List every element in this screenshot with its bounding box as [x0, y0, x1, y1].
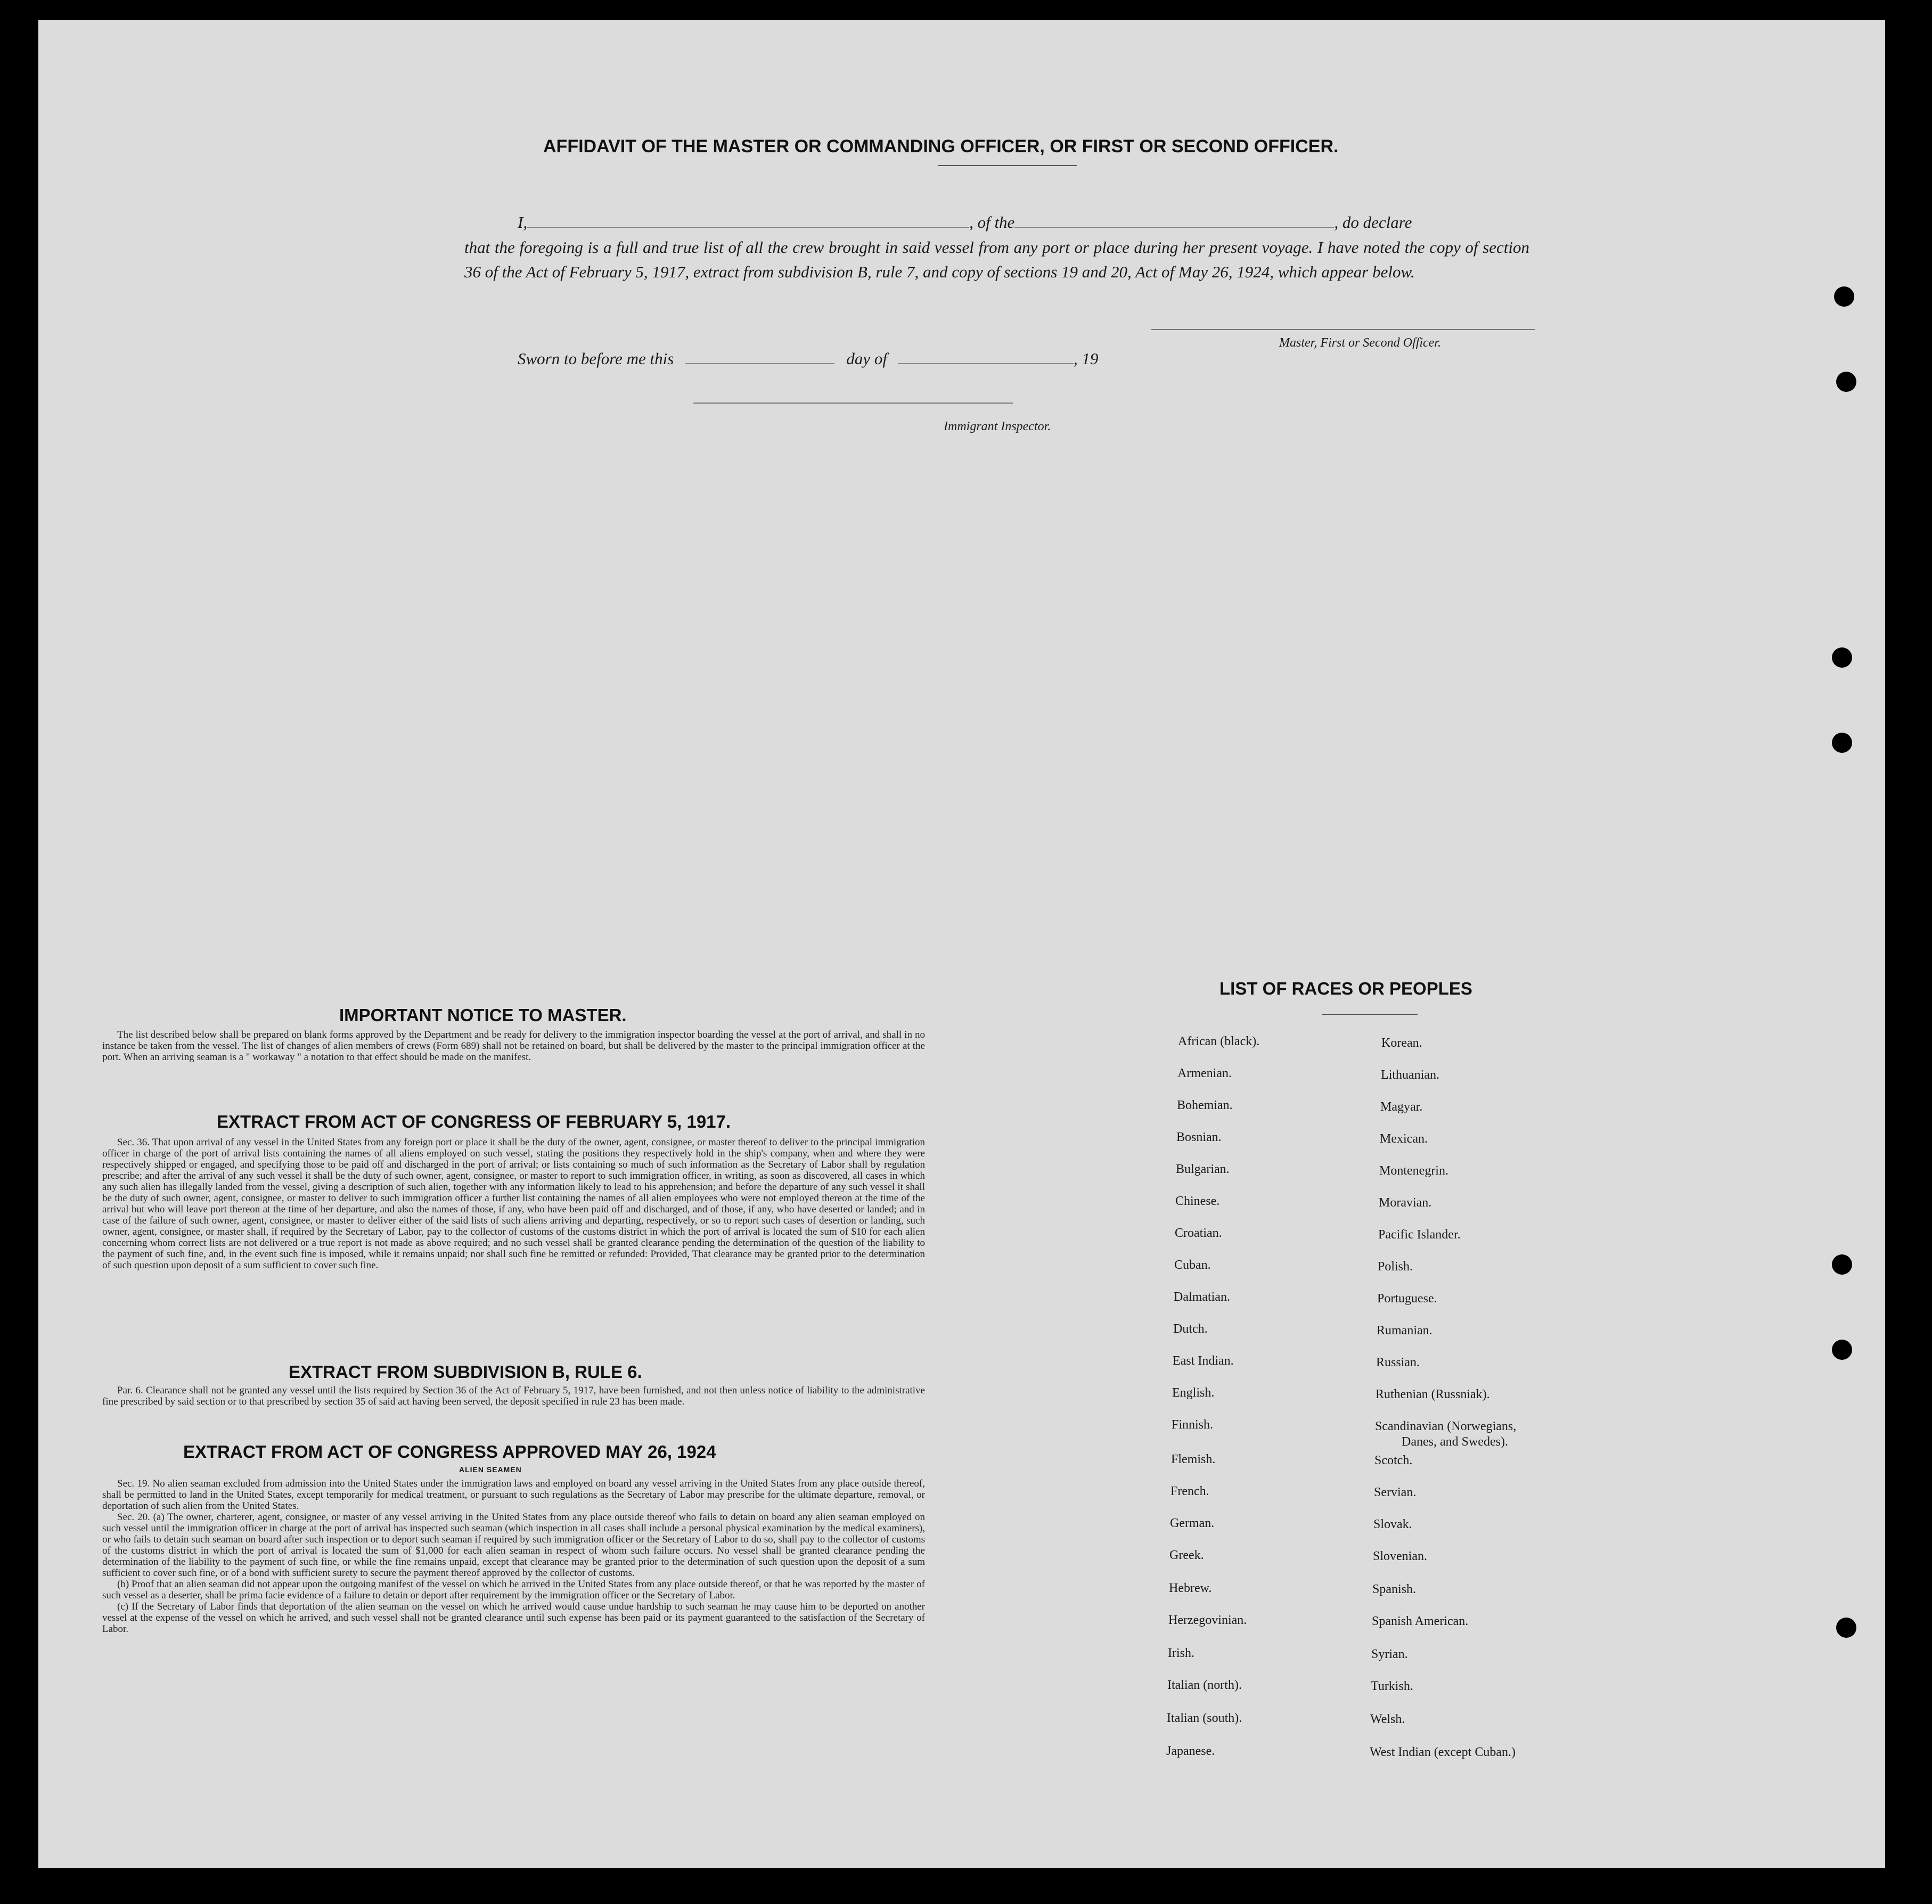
- race-item: Moravian.: [1379, 1196, 1432, 1210]
- notice-text: The list described below shall be prepared on blank forms approved by the Department and be ready for delivery to the immigration inspector boarding the vessel at the port of arrival, and shall in no instance be taken from the vessel. The list of changes of alien members of crews (Form 689) shall not be retained on board, but shall be delivered by the master to the principal immigration officer at the port. When an arriving seaman is a " workaway " a notation to that effect should be made on the manifest.: [102, 1029, 925, 1063]
- race-item: English.: [1172, 1386, 1215, 1400]
- name-blank[interactable]: [527, 227, 969, 228]
- punch-hole: [1832, 1340, 1852, 1360]
- sworn-line: [518, 349, 1098, 368]
- races-title-rule: [1322, 1014, 1418, 1015]
- punch-hole: [1836, 1618, 1856, 1638]
- race-item: Slovenian.: [1373, 1549, 1427, 1563]
- race-item: Syrian.: [1371, 1647, 1408, 1661]
- race-item: Cuban.: [1174, 1258, 1211, 1272]
- race-item: Dutch.: [1173, 1322, 1208, 1336]
- race-item: African (black).: [1178, 1035, 1260, 1048]
- extract-1917-body: [102, 1137, 925, 1271]
- race-item: Korean.: [1381, 1036, 1422, 1050]
- punch-hole: [1834, 286, 1854, 307]
- race-item: Japanese.: [1166, 1744, 1215, 1758]
- race-item: Bosnian.: [1176, 1130, 1222, 1144]
- sec-20b-text: (b) Proof that an alien seaman did not appear upon the outgoing manifest of the vessel on which he arrived in the United States from any place outside thereof, or that he was reported by the master of such vessel as a deserter, shall be prima facie evidence of a failure to detain or deport after requirement by the immigration officer or the Secretary of Labor.: [102, 1579, 925, 1601]
- race-item: Hebrew.: [1169, 1581, 1212, 1595]
- races-title: LIST OF RACES OR PEOPLES: [1219, 979, 1472, 998]
- race-item: Finnish.: [1172, 1418, 1214, 1432]
- race-item: Pacific Islander.: [1378, 1228, 1461, 1242]
- race-item: Rumanian.: [1377, 1324, 1432, 1337]
- inspector-label: Immigrant Inspector.: [944, 420, 1051, 433]
- extract-1924-body: [102, 1478, 925, 1635]
- race-item: Slovak.: [1373, 1517, 1412, 1531]
- affidavit-i: I,: [518, 213, 528, 232]
- day-of-text: day of: [846, 349, 887, 368]
- race-item: French.: [1170, 1484, 1209, 1498]
- affidavit-body: that the foregoing is a full and true list of all the crew brought in said vessel from any port or place during her present voyage. I have noted the copy of section 36 of the Act of February 5, 1917, extract from subdivision B, rule 7, and copy of sections 19 and 20, Act of May 26, 1924, which appear below.: [464, 238, 1529, 281]
- race-item: Spanish.: [1372, 1582, 1417, 1596]
- inspector-signature-line[interactable]: [693, 403, 1013, 404]
- race-item: Greek.: [1169, 1548, 1204, 1562]
- race-item: Italian (north).: [1167, 1678, 1242, 1692]
- race-item: Montenegrin.: [1379, 1164, 1448, 1178]
- race-item: Scandinavian (Norwegians,: [1375, 1419, 1517, 1433]
- sworn-month-blank[interactable]: [898, 363, 1074, 364]
- sworn-day-blank[interactable]: [685, 363, 834, 364]
- race-item: Herzegovinian.: [1168, 1613, 1247, 1627]
- master-signature-line[interactable]: [1151, 329, 1535, 330]
- notice-title: IMPORTANT NOTICE TO MASTER.: [339, 1005, 627, 1025]
- par-6-text: Par. 6. Clearance shall not be granted any vessel until the lists required by Section 36 of the Act of February 5, 1917, have been furnished, and not then unless notice of liability to the administrative fine prescribed by said section or to that prescribed by section 35 of said act having been served, the deposit specified in rule 23 has been made.: [102, 1385, 925, 1407]
- sec-36-text: Sec. 36. That upon arrival of any vessel in the United States from any foreign port or place it shall be the duty of the owner, agent, consignee, or master thereof to deliver to the principal immigration officer in charge of the port of arrival lists containing the names of all aliens employed on such vessel, stating the positions they respectively hold in the ship's company, when and where they were respectively shipped or engaged, and specifying those to be paid off and discharged in the port of arrival; or lists containing so much of such information as the Secretary of Labor shall by regulation prescribe; and after the arrival of any such vessel it shall be the duty of such owner, agent, consignee, or master to report to such immigration officer, in writing, as soon as discovered, all cases in which any such alien has illegally landed from the vessel, giving a description of such alien, together with any information likely to lead to his apprehension; and before the departure of any such vessel it shall be the duty of such owner, agent, consignee, or master to deliver to such immigration officer a further list containing the names of all alien employees who were not employed thereon at the time of the arrival but who will leave port thereon at the time of her departure, and also the names of those, if any, who have been paid off and discharged, and of those, if any, who have deserted or landed; and in case of the failure of such owner, agent, consignee, or master to deliver either of the said lists of such aliens arriving and departing, respectively, or so to report such cases of desertion or landing, such owner, agent, consignee, or master shall, if required by the Secretary of Labor, pay to the collector of customs of the customs district in which the port of arrival is located the sum of $10 for each alien concerning whom correct lists are not delivered or a true report is not made as above required; and no such vessel shall be granted clearance pending the determination of the question of the liability to the payment of such fine, and, in the event such fine is imposed, while it remains unpaid; nor shall such fine be remitted or refunded: Provided, That clearance may be granted prior to the determination of such question upon deposit of a sum sufficient to cover such fine.: [102, 1137, 925, 1271]
- race-item: Turkish.: [1371, 1679, 1413, 1693]
- race-item: Servian.: [1374, 1486, 1417, 1499]
- year-text: , 19: [1073, 349, 1099, 368]
- punch-hole: [1832, 1254, 1852, 1275]
- race-item: East Indian.: [1173, 1354, 1234, 1368]
- extract-1924-title: EXTRACT FROM ACT OF CONGRESS APPROVED MAY 26, 1924: [183, 1442, 716, 1462]
- race-item: Croatian.: [1175, 1226, 1222, 1240]
- race-item: Italian (south).: [1167, 1711, 1242, 1725]
- race-item: Armenian.: [1177, 1066, 1232, 1080]
- sec-19-text: Sec. 19. No alien seaman excluded from admission into the United States under the immigration laws and employed on board any vessel arriving in the United States from any place outside thereof, shall be permitted to land in the United States, except temporarily for medical treatment, or pursuant to such regulations as the Secretary of Labor may prescribe for the ultimate departure, removal, or deportation of such alien from the United States.: [102, 1478, 925, 1512]
- race-item: Bohemian.: [1177, 1098, 1233, 1112]
- race-item: Flemish.: [1171, 1452, 1216, 1466]
- subdivision-body: [102, 1385, 925, 1407]
- race-item: Welsh.: [1370, 1712, 1405, 1726]
- affidavit-title-rule: [938, 165, 1077, 166]
- race-item: Lithuanian.: [1381, 1068, 1439, 1082]
- master-signature-label: Master, First or Second Officer.: [1279, 336, 1441, 350]
- race-item: Russian.: [1376, 1356, 1420, 1369]
- alien-seamen-subtitle: ALIEN SEAMEN: [459, 1465, 522, 1474]
- race-item: Magyar.: [1380, 1100, 1423, 1114]
- extract-1917-title: EXTRACT FROM ACT OF CONGRESS OF FEBRUARY 5, 1917.: [217, 1112, 731, 1131]
- sec-20a-text: Sec. 20. (a) The owner, charterer, agent, consignee, or master of any vessel arriving in the United States from any place outside thereof who fails to detain on board any alien seaman employed on such vessel until the immigration officer in charge at the port of arrival has inspected such seaman (which inspection in all cases shall include a personal physical examination by the medical examiners), or who fails to detain such seaman on board after such inspection or to deport such seaman if required by such immigration officer or the Secretary of Labor to do so, shall pay to the collector of customs of the customs district in which the port of arrival is located the sum of $1,000 for each alien seaman in respect of whom such failure occurs. No vessel shall be granted clearance pending the determination of the liability to the payment of such fine, or while the fine remains unpaid, except that clearance may be granted prior to the determination of such question upon the deposit of a sum sufficient to cover such fine, or of a bond with sufficient surety to secure the payment thereof approved by the collector of customs.: [102, 1512, 925, 1579]
- race-item: Dalmatian.: [1174, 1290, 1230, 1304]
- race-item: German.: [1170, 1516, 1215, 1530]
- affidavit-of-the: , of the: [969, 213, 1015, 232]
- race-item: Chinese.: [1175, 1194, 1220, 1208]
- affidavit-title: AFFIDAVIT OF THE MASTER OR COMMANDING OFFICER, OR FIRST OR SECOND OFFICER.: [543, 136, 1339, 157]
- race-item: Danes, and Swedes).: [1402, 1435, 1508, 1449]
- punch-hole: [1832, 647, 1852, 668]
- sworn-text: Sworn to before me this: [518, 349, 674, 368]
- race-item: Polish.: [1378, 1260, 1413, 1274]
- subdivision-title: EXTRACT FROM SUBDIVISION B, RULE 6.: [289, 1362, 642, 1382]
- race-item: Portuguese.: [1377, 1292, 1437, 1306]
- race-item: Scotch.: [1374, 1454, 1413, 1467]
- affidavit-declare: , do declare: [1334, 213, 1412, 232]
- race-item: Irish.: [1168, 1646, 1194, 1660]
- race-item: Spanish American.: [1372, 1614, 1469, 1628]
- punch-hole: [1832, 733, 1852, 753]
- vessel-blank[interactable]: [1014, 227, 1334, 228]
- notice-body: [102, 1029, 925, 1063]
- race-item: West Indian (except Cuban.): [1370, 1745, 1516, 1759]
- race-item: Bulgarian.: [1176, 1162, 1230, 1176]
- punch-hole: [1836, 372, 1856, 392]
- affidavit-line1: [518, 213, 1412, 232]
- sec-20c-text: (c) If the Secretary of Labor finds that deportation of the alien seaman on the vessel on which he arrived would cause undue hardship to such seaman he may cause him to be deported on another vessel at the expense of the vessel on which he arrived, and such vessel shall not be granted clearance until such expense has been paid or its payment guaranteed to the satisfaction of the Secretary of Labor.: [102, 1601, 925, 1635]
- document-sheet: [38, 20, 1885, 1868]
- race-item: Ruthenian (Russniak).: [1376, 1388, 1490, 1401]
- race-item: Mexican.: [1380, 1132, 1428, 1146]
